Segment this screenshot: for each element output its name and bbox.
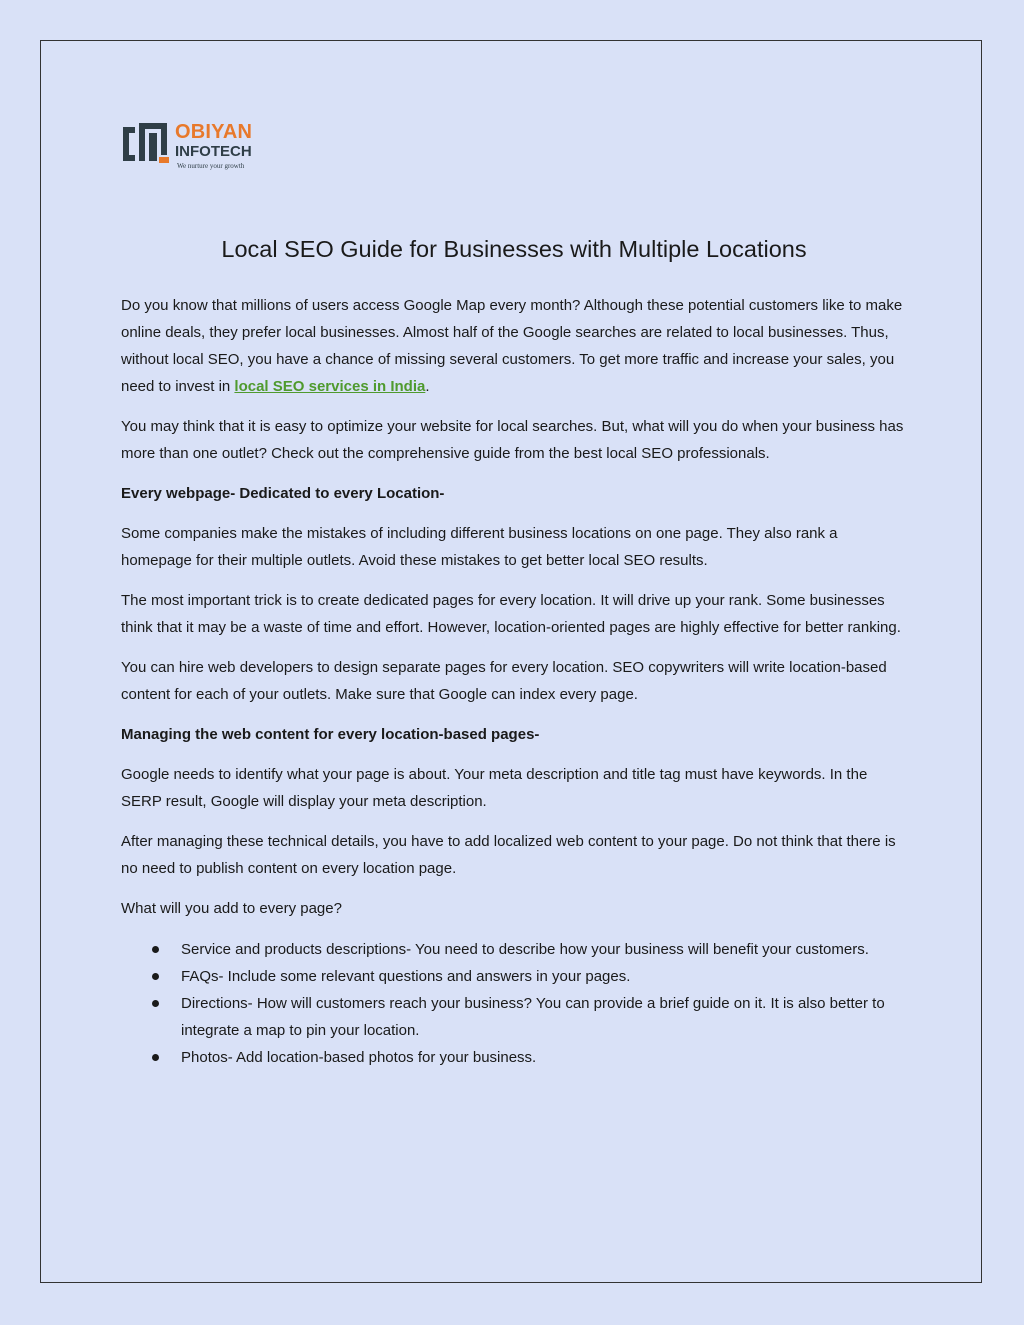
section-heading-managing-content: Managing the web content for every location-based pages-: [121, 726, 540, 743]
list-item: [181, 1044, 907, 1071]
document-body: [121, 232, 907, 1071]
intro-text: Do you know that millions of users access Google Map every month? Although these potential customers like to make online deals, they prefer local businesses. Almost half of the Google searches are related to local businesses. Thus, without local SEO, you have a chance of missing several customers. To get more traffic and increase your sales, you need to invest in: [121, 297, 903, 395]
document-title: Local SEO Guide for Businesses with Multiple Locations: [221, 236, 807, 262]
paragraph-5: You can hire web developers to design separate pages for every location. SEO copywriters will write location-based content for each of your outlets. Make sure that Google can index every page.: [121, 659, 887, 703]
paragraph-8: What will you add to every page?: [121, 900, 342, 917]
local-seo-services-link[interactable]: local SEO services in India: [234, 378, 426, 395]
company-logo: [121, 121, 261, 173]
list-item-text: FAQs- Include some relevant questions and answers in your pages.: [181, 968, 631, 985]
page-content-list: [121, 936, 907, 1071]
logo-tagline: We nurture your growth: [177, 162, 245, 170]
section-heading-every-webpage: Every webpage- Dedicated to every Location-: [121, 485, 445, 502]
list-item: [181, 963, 907, 990]
list-item: [181, 990, 907, 1044]
logo-subtitle: INFOTECH: [175, 143, 252, 160]
paragraph-3: Some companies make the mistakes of including different business locations on one page. They also rank a homepage for their multiple outlets. Avoid these mistakes to get better local SEO results.: [121, 525, 838, 569]
intro-paragraph: [121, 292, 907, 400]
list-item-text: Directions- How will customers reach your business? You can provide a brief guide on it. It is also better to integrate a map to pin your location.: [181, 995, 885, 1039]
paragraph-6: Google needs to identify what your page is about. Your meta description and title tag must have keywords. In the SERP result, Google will display your meta description.: [121, 766, 868, 810]
paragraph-7: After managing these technical details, you have to add localized web content to your page. Do not think that there is no need to publish content on every location page.: [121, 833, 896, 877]
paragraph-2: You may think that it is easy to optimize your website for local searches. But, what will you do when your business has more than one outlet? Check out the comprehensive guide from the best local SEO professionals.: [121, 418, 904, 462]
logo-name: OBIYAN: [175, 121, 253, 143]
bullet-icon: [152, 946, 159, 953]
list-item: [181, 936, 907, 963]
bullet-icon: [152, 973, 159, 980]
list-item-text: Photos- Add location-based photos for your business.: [181, 1049, 537, 1066]
list-item-text: Service and products descriptions- You need to describe how your business will benefit your customers.: [181, 941, 869, 958]
bullet-icon: [152, 1000, 159, 1007]
intro-text-end: .: [425, 378, 430, 395]
paragraph-4: The most important trick is to create dedicated pages for every location. It will drive up your rank. Some businesses think that it may be a waste of time and effort. However, location-oriented pages are highly effective for better ranking.: [121, 592, 901, 636]
bullet-icon: [152, 1054, 159, 1061]
obiyan-logo-icon: [121, 121, 171, 165]
